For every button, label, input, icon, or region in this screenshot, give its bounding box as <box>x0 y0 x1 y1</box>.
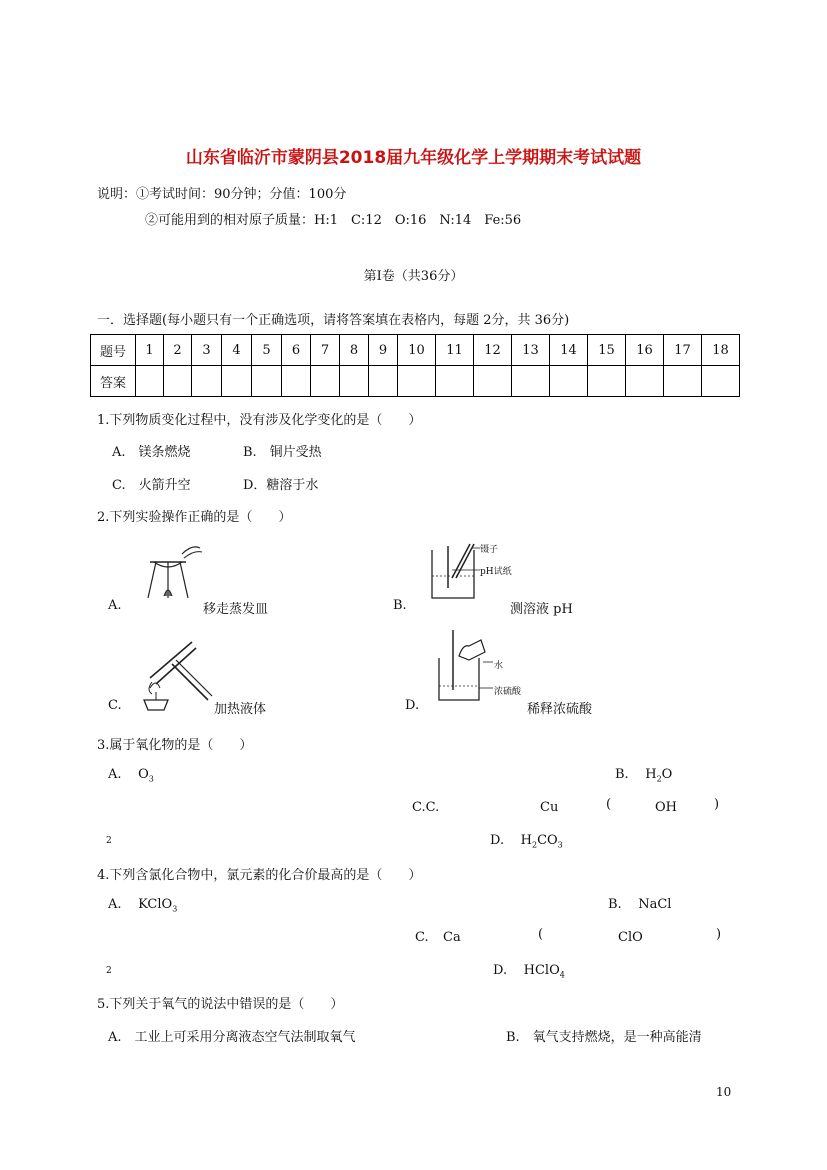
q3-option-a-formula: O <box>138 767 149 782</box>
answer-cell[interactable] <box>588 366 626 397</box>
q2-option-d-letter: D. <box>405 698 420 713</box>
q2-option-b-letter: B. <box>393 598 407 613</box>
q3-option-a-label: A. <box>108 767 122 782</box>
q1-option-d: D．糖溶于水 <box>243 478 319 493</box>
q2-option-d-text: 稀释浓硫酸 <box>527 702 593 717</box>
q2-stem: 2.下列实验操作正确的是（ ） <box>97 510 292 525</box>
exam-note-line1: 说明：①考试时间：90分钟；分值：100分 <box>97 187 347 202</box>
answer-table-number: 2 <box>164 335 192 366</box>
q3-stem: 3.属于氧化物的是（ ） <box>97 738 253 753</box>
q4-option-a-sub: 3 <box>172 904 178 914</box>
answer-table-number-row <box>91 335 740 366</box>
q3-option-d-sub1: 2 <box>531 840 538 850</box>
section-header: 第Ⅰ卷（共36分） <box>363 269 464 284</box>
answer-table-number: 14 <box>550 335 588 366</box>
q3-option-c-sub: 2 <box>106 836 112 846</box>
answer-table-number: 5 <box>252 335 282 366</box>
q5-option-a: A. 工业上可采用分离液态空气法制取氧气 <box>108 1030 356 1045</box>
answer-cell[interactable] <box>222 366 252 397</box>
q5-option-b: B. 氧气支持燃烧，是一种高能清 <box>506 1030 702 1045</box>
q3-option-b-tail: O <box>661 767 673 782</box>
q4-option-b <box>608 897 671 912</box>
answer-table-number: 13 <box>512 335 550 366</box>
q3-option-b-label: B. <box>615 767 629 782</box>
q3-option-d-mid: CO <box>537 833 558 848</box>
dilute-acid-figure <box>433 630 503 706</box>
q4-option-c-rparen: ) <box>716 927 722 942</box>
evaporating-dish-figure <box>140 540 210 602</box>
q4-option-d-formula: HClO <box>523 963 560 978</box>
q3-option-b <box>615 767 672 784</box>
answer-table-number: 4 <box>222 335 252 366</box>
q3-option-c-cu: Cu <box>540 800 559 815</box>
answer-cell[interactable] <box>164 366 192 397</box>
q4-option-d <box>493 963 565 980</box>
q4-stem: 4.下列含氯化合物中，氯元素的化合价最高的是（ ） <box>97 868 422 883</box>
water-label: 水 <box>494 661 504 671</box>
q3-option-a <box>108 767 154 784</box>
q3-option-d-label: D. <box>490 833 505 848</box>
answer-table-number: 8 <box>340 335 369 366</box>
answer-table-number: 11 <box>436 335 474 366</box>
q3-option-c-oh: OH <box>655 800 677 815</box>
q4-option-d-label: D. <box>493 963 508 978</box>
q4-option-a-formula: KClO <box>138 897 173 912</box>
q2-option-a-letter: A. <box>108 598 122 613</box>
q3-option-d <box>490 833 563 850</box>
q3-option-c-lparen: ( <box>606 797 612 812</box>
answer-table-number: 9 <box>369 335 398 366</box>
answer-cell[interactable] <box>282 366 311 397</box>
q4-option-a <box>108 897 177 914</box>
answer-table-row2-label: 答案 <box>91 366 136 397</box>
q4-option-c-lparen: ( <box>538 927 544 942</box>
answer-table-number: 7 <box>311 335 340 366</box>
answer-cell[interactable] <box>369 366 398 397</box>
q1-option-c: C. 火箭升空 <box>112 478 191 493</box>
q2-option-b-text: 测溶液 pH <box>510 602 573 617</box>
answer-table-number: 6 <box>282 335 311 366</box>
q3-option-b-sub: 2 <box>656 774 662 784</box>
answer-table-number: 18 <box>702 335 740 366</box>
tweezers-label: 镊子 <box>480 545 499 555</box>
q4-option-b-label: B. <box>608 897 622 912</box>
part1-heading: 一．选择题(每小题只有一个正确选项，请将答案填在表格内，每题 2分，共 36分) <box>97 313 570 328</box>
q3-option-a-sub: 3 <box>148 774 154 784</box>
answer-table-number: 17 <box>664 335 702 366</box>
answer-cell[interactable] <box>664 366 702 397</box>
q2-option-a-text: 移走蒸发皿 <box>203 602 269 617</box>
answer-table <box>90 334 740 397</box>
q4-option-c-label: C. <box>415 930 429 945</box>
answer-table-number: 12 <box>474 335 512 366</box>
answer-cell[interactable] <box>311 366 340 397</box>
q2-option-c-text: 加热液体 <box>214 702 267 717</box>
answer-table-row1-label: 题号 <box>91 335 136 366</box>
answer-table-number: 15 <box>588 335 626 366</box>
answer-table-number: 3 <box>192 335 222 366</box>
heating-liquid-figure <box>138 634 218 712</box>
answer-table-answer-row <box>91 366 740 397</box>
q3-option-c-rparen: ) <box>714 797 720 812</box>
q3-option-d-formula: H <box>520 833 532 848</box>
exam-note-line2: ②可能用到的相对原子质量：H:1 C:12 O:16 N:14 Fe:56 <box>145 213 522 228</box>
answer-cell[interactable] <box>436 366 474 397</box>
q2-option-c-letter: C. <box>108 698 122 713</box>
answer-cell[interactable] <box>136 366 164 397</box>
answer-cell[interactable] <box>192 366 222 397</box>
ph-paper-label: pH试纸 <box>480 567 512 577</box>
answer-cell[interactable] <box>626 366 664 397</box>
q3-option-c-label: C.C. <box>412 800 440 815</box>
q1-option-b: B. 铜片受热 <box>243 445 322 460</box>
q4-option-d-sub: 4 <box>559 970 565 980</box>
q5-stem: 5.下列关于氧气的说法中错误的是（ ） <box>97 997 344 1012</box>
answer-cell[interactable] <box>474 366 512 397</box>
answer-cell[interactable] <box>702 366 740 397</box>
q4-option-c-sub: 2 <box>106 966 112 976</box>
answer-cell[interactable] <box>550 366 588 397</box>
q4-option-c-clo: ClO <box>618 930 643 945</box>
answer-table-number: 10 <box>398 335 436 366</box>
answer-table-number: 1 <box>136 335 164 366</box>
q3-option-b-formula: H <box>645 767 657 782</box>
q4-option-b-formula: NaCl <box>638 897 672 912</box>
q1-option-a: A. 镁条燃烧 <box>112 445 191 460</box>
conc-acid-label: 浓硫酸 <box>494 687 522 697</box>
answer-table-number: 16 <box>626 335 664 366</box>
answer-cell[interactable] <box>512 366 550 397</box>
page-number: 10 <box>716 1085 732 1099</box>
answer-cell[interactable] <box>252 366 282 397</box>
q3-option-d-sub2: 3 <box>557 840 563 850</box>
q1-stem: 1.下列物质变化过程中，没有涉及化学变化的是（ ） <box>97 413 422 428</box>
answer-cell[interactable] <box>398 366 436 397</box>
answer-cell[interactable] <box>340 366 369 397</box>
q4-option-a-label: A. <box>108 897 122 912</box>
page-title: 山东省临沂市蒙阴县2018届九年级化学上学期期末考试试题 <box>185 148 642 168</box>
q4-option-c-ca: Ca <box>443 930 461 945</box>
